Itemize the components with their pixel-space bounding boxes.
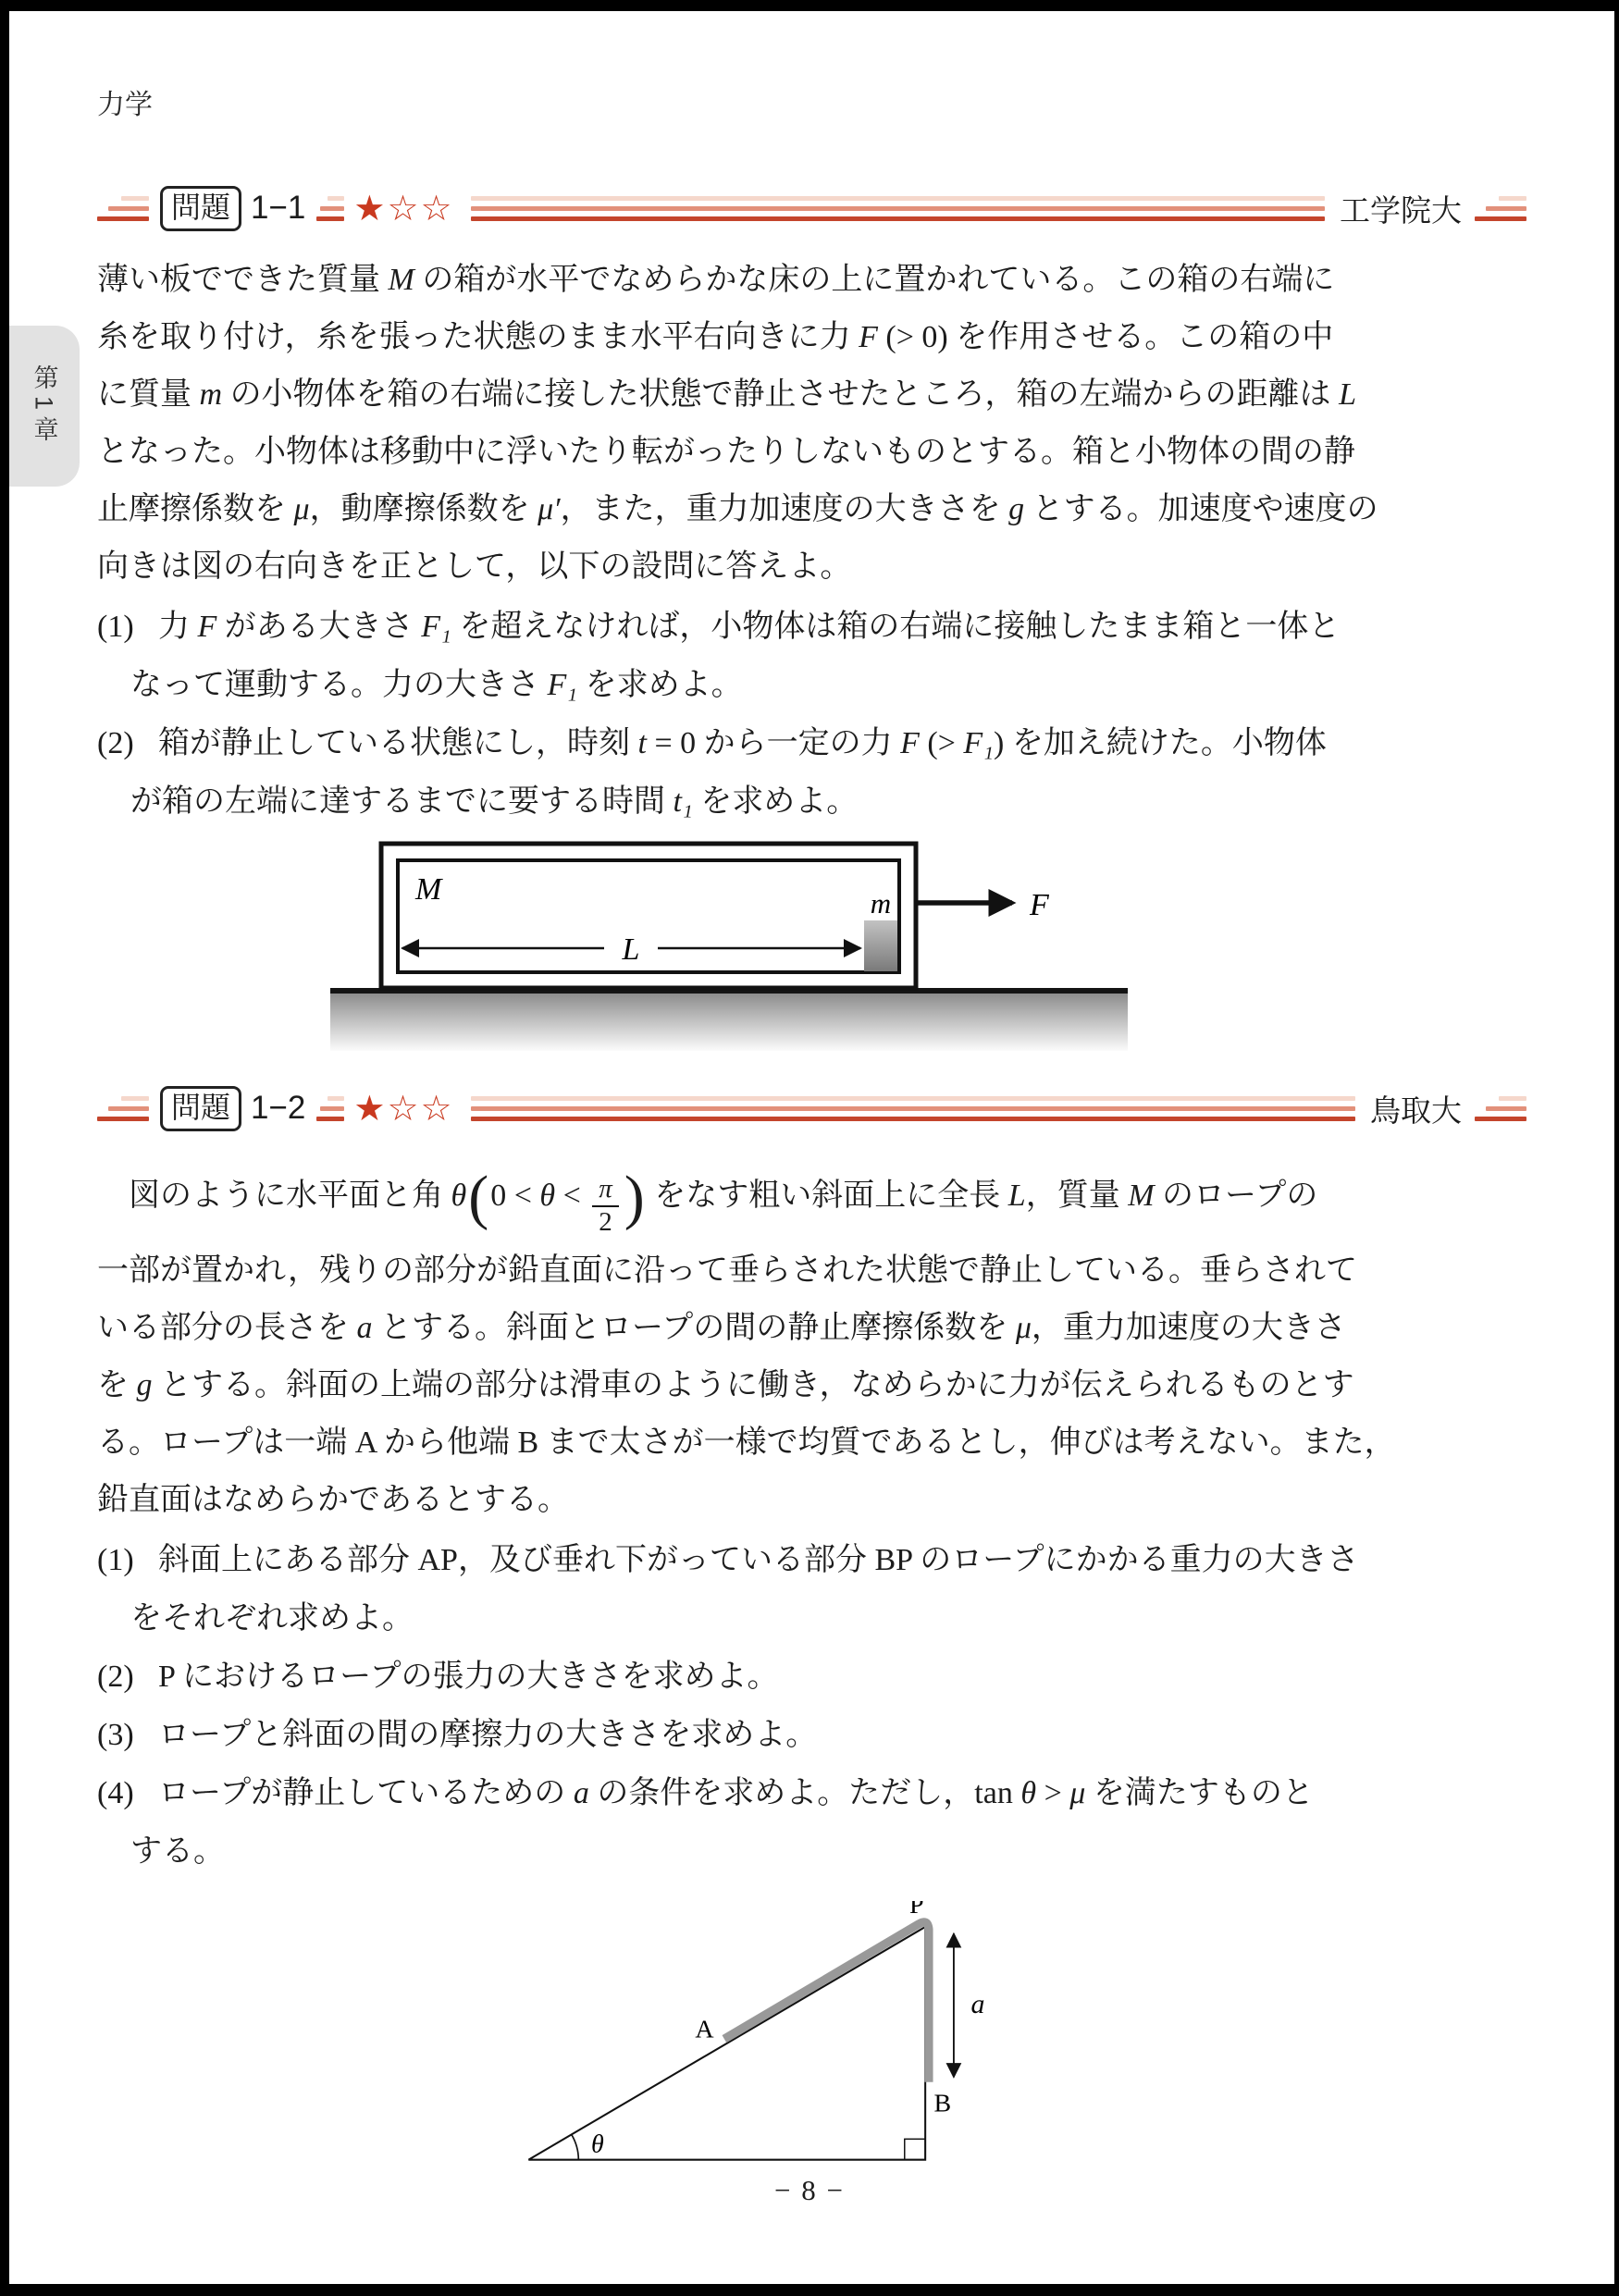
body-line: 向きは図の右向きを正として，以下の設問に答えよ。	[97, 549, 852, 584]
label-box-mass: M	[415, 872, 442, 907]
scan-edge-right	[1614, 0, 1619, 2296]
body-line: る。ロープは一端 A から他端 B まで太さが一様で均質であるとし，伸びは考えない。また，	[97, 1426, 1396, 1460]
body-line: 止摩擦係数を μ，動摩擦係数を μ′，また，重力加速度の大きさを g とする。加速度や速度の	[97, 492, 1378, 526]
label-block-mass: m	[870, 887, 892, 920]
label-hanging-length: a	[970, 1989, 985, 2020]
fraction-pi-over-2	[592, 1174, 619, 1239]
body-line: 糸を取り付け，糸を張った状態のまま水平右向きに力 F (> 0) を作用させる。この箱の中	[97, 320, 1334, 354]
difficulty-stars: ★☆☆	[353, 1088, 454, 1129]
scan-edge-bottom	[0, 2284, 1619, 2296]
inequality: 0 < θ <	[490, 1179, 589, 1213]
band-lines-left	[97, 196, 149, 221]
body-line: 薄い板でできた質量 M の箱が水平でなめらかな床の上に置かれている。この箱の右端に	[97, 263, 1335, 297]
question-line	[97, 1822, 1526, 1881]
angle-arc	[572, 2135, 578, 2160]
problem-source: 工学院大	[1340, 192, 1462, 228]
scan-edge-left	[0, 0, 9, 2296]
question-number: (2)	[97, 726, 134, 760]
question-line	[97, 656, 1526, 714]
question-text: する。	[130, 1834, 225, 1869]
chapter-tab-label: 第1章	[30, 364, 58, 449]
chapter-tab	[9, 326, 80, 487]
body-line-with-fraction	[97, 1152, 1526, 1242]
figure-rope-on-incline	[502, 1901, 1020, 2199]
problem-number: 1−2	[251, 1090, 306, 1126]
figure-box-on-floor	[330, 840, 1128, 1059]
figure-1-2-svg	[502, 1901, 1020, 2194]
label-point-b: B	[933, 2089, 952, 2118]
question-line	[97, 1589, 1526, 1648]
question-line	[97, 1531, 1526, 1589]
problem-tag: 問題	[160, 186, 241, 231]
paren-close: )	[624, 1164, 645, 1231]
figure-1-1-svg	[330, 840, 1128, 1055]
label-point-p: P	[909, 1901, 924, 1920]
running-header: 力学	[97, 90, 153, 120]
question-number: (1)	[97, 610, 134, 644]
line-pre: 図のように水平面と角 θ	[129, 1179, 467, 1213]
band-lines-rule	[471, 1096, 1355, 1121]
paren-open: (	[468, 1164, 489, 1231]
label-length: L	[622, 932, 640, 967]
question-line	[97, 1648, 1526, 1706]
band-lines-rule	[471, 196, 1325, 221]
question-number: (3)	[97, 1718, 134, 1752]
body-line: 一部が置かれ，残りの部分が鉛直面に沿って垂らされた状態で静止している。垂らされて	[97, 1253, 1358, 1288]
small-block	[864, 920, 897, 971]
question-text: 箱が静止している状態にし，時刻 t = 0 から一定の力 F (> F₁) を加え続けた。小物体	[158, 726, 1327, 760]
band-lines-right	[1475, 1096, 1526, 1121]
problem-1-1-body	[97, 252, 1526, 596]
problem-1-1-header	[97, 183, 1526, 233]
box-outer-wall	[381, 844, 916, 988]
line-post: をなす粗い斜面上に全長 L，質量 M のロープの	[646, 1179, 1318, 1213]
body-line: となった。小物体は移動中に浮いたり転がったりしないものとする。箱と小物体の間の静	[97, 435, 1355, 469]
question-line	[97, 1706, 1526, 1764]
body-line: いる部分の長さを a とする。斜面とロープの間の静止摩擦係数を μ，重力加速度の大きさ	[97, 1311, 1346, 1345]
band-lines-left	[97, 1096, 149, 1121]
problem-1-2-body	[97, 1152, 1526, 1529]
question-text: 力 F がある大きさ F₁ を超えなければ，小物体は箱の右端に接触したまま箱と一体と	[158, 610, 1341, 644]
question-text: をそれぞれ求めよ。	[130, 1601, 414, 1636]
question-line	[97, 772, 1526, 831]
question-number: (1)	[97, 1543, 134, 1577]
fraction-numerator: π	[592, 1174, 619, 1207]
page-number: − 8 −	[774, 2174, 845, 2206]
question-number: (4)	[97, 1776, 134, 1810]
question-text: 斜面上にある部分 AP，及び垂れ下がっている部分 BP のロープにかかる重力の大きさ	[158, 1543, 1359, 1577]
body-lines	[97, 1242, 1526, 1529]
problem-1-2-header	[97, 1083, 1526, 1133]
band-lines-mid	[316, 196, 344, 221]
label-force: F	[1030, 888, 1049, 922]
fraction-denominator: 2	[599, 1207, 612, 1237]
problem-number: 1−1	[251, 190, 306, 226]
label-angle: θ	[590, 2129, 604, 2159]
question-number: (2)	[97, 1660, 134, 1694]
question-line	[97, 714, 1526, 772]
band-lines-mid	[316, 1096, 344, 1121]
floor-shading	[330, 994, 1128, 1051]
label-point-a: A	[695, 2015, 714, 2044]
question-text: なって運動する。力の大きさ F₁ を求めよ。	[130, 668, 743, 702]
problem-source: 鳥取大	[1370, 1092, 1462, 1128]
question-text: ロープが静止しているための a の条件を求めよ。ただし，tan θ > μ を満たすものと	[158, 1776, 1314, 1810]
incline-triangle	[528, 1927, 925, 2160]
difficulty-stars: ★☆☆	[353, 188, 454, 228]
body-line: 鉛直面はなめらかであるとする。	[97, 1483, 569, 1517]
body-line: に質量 m の小物体を箱の右端に接した状態で静止させたところ，箱の左端からの距離は L	[97, 377, 1356, 412]
scan-edge-top	[0, 0, 1619, 11]
right-angle-mark	[905, 2139, 925, 2159]
body-line: を g とする。斜面の上端の部分は滑車のように働き，なめらかに力が伝えられるものとす	[97, 1368, 1354, 1402]
question-line	[97, 1764, 1526, 1822]
band-lines-right	[1475, 196, 1526, 221]
problem-1-1-questions	[97, 598, 1526, 831]
problem-1-2-questions	[97, 1531, 1526, 1881]
question-text: が箱の左端に達するまでに要する時間 t₁ を求めよ。	[130, 784, 859, 819]
problem-tag: 問題	[160, 1086, 241, 1131]
question-text: P におけるロープの張力の大きさを求めよ。	[158, 1660, 779, 1694]
question-line	[97, 598, 1526, 656]
rope	[724, 1922, 929, 2082]
question-text: ロープと斜面の間の摩擦力の大きさを求めよ。	[158, 1718, 818, 1752]
